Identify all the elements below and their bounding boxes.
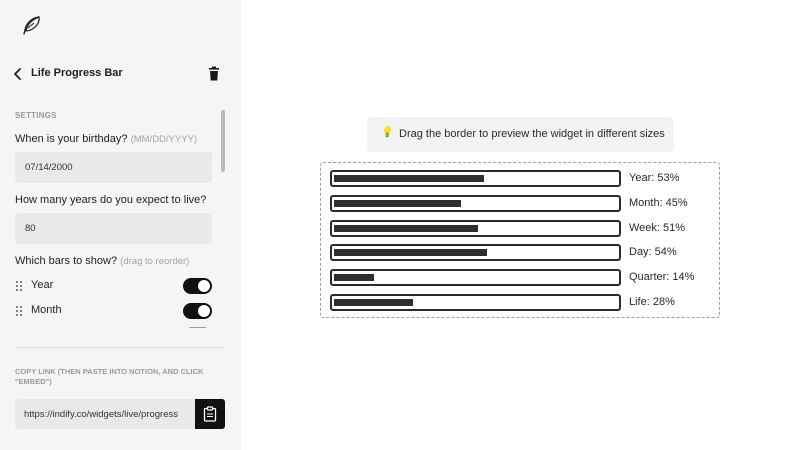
progress-track — [330, 195, 621, 212]
years-question: How many years do you expect to live? — [15, 194, 207, 206]
progress-fill — [334, 249, 487, 256]
birthday-format-hint: (MM/DD/YYYY) — [130, 134, 198, 145]
resize-hint — [367, 117, 674, 152]
divider — [15, 347, 225, 348]
progress-label: Life: 28% — [629, 296, 675, 308]
progress-row-quarter — [330, 269, 715, 286]
progress-fill — [334, 225, 478, 232]
settings-section-label: SETTINGS — [15, 111, 57, 120]
resize-hint-text: Drag the border to preview the widget in different sizes — [399, 128, 665, 140]
bars-question — [15, 255, 189, 267]
progress-track — [330, 220, 621, 237]
progress-label: Day: 54% — [629, 246, 677, 258]
year-toggle[interactable] — [183, 278, 212, 294]
bar-option-label: Year — [31, 279, 54, 291]
widget-preview[interactable] — [320, 162, 720, 318]
feather-icon — [19, 14, 43, 38]
sidebar-scrollbar[interactable] — [221, 110, 225, 172]
trash-icon[interactable] — [207, 66, 221, 82]
progress-label: Year: 53% — [629, 172, 680, 184]
progress-fill — [334, 175, 484, 182]
page-title: Life Progress Bar — [31, 67, 123, 79]
panel-header — [0, 64, 241, 86]
progress-label: Month: 45% — [629, 197, 688, 209]
clipboard-icon — [203, 406, 217, 422]
progress-label: Week: 51% — [629, 222, 686, 234]
chevron-left-icon[interactable] — [12, 67, 24, 81]
month-toggle[interactable] — [183, 303, 212, 319]
years-field[interactable]: 80 — [15, 213, 212, 244]
drag-handle-icon[interactable] — [15, 305, 23, 317]
embed-link-field[interactable]: https://indify.co/widgets/live/progress — [15, 399, 195, 429]
bar-option-label: Month — [31, 304, 62, 316]
drag-handle-icon[interactable] — [15, 280, 23, 292]
progress-track — [330, 294, 621, 311]
bars-reorder-hint: (drag to reorder) — [120, 256, 190, 267]
toggle-knob — [198, 280, 210, 292]
progress-row-day — [330, 244, 715, 261]
progress-fill — [334, 200, 461, 207]
progress-track — [330, 269, 621, 286]
lightbulb-icon: 💡 — [381, 127, 394, 138]
sidebar — [0, 0, 241, 450]
progress-row-life — [330, 294, 715, 311]
progress-fill — [334, 299, 413, 306]
copy-link-label: COPY LINK (THEN PASTE INTO NOTION, AND CLICK "EMBED") — [15, 367, 204, 386]
progress-label: Quarter: 14% — [629, 271, 695, 283]
clipped-item-edge — [189, 327, 206, 328]
copy-link-button[interactable] — [195, 399, 225, 429]
progress-track — [330, 244, 621, 261]
toggle-knob — [198, 305, 210, 317]
birthday-question — [15, 133, 197, 145]
bar-option-month — [15, 303, 212, 319]
progress-row-year — [330, 170, 715, 187]
progress-row-month — [330, 195, 715, 212]
progress-fill — [334, 274, 374, 281]
progress-track — [330, 170, 621, 187]
birthday-field[interactable]: 07/14/2000 — [15, 152, 212, 183]
birthday-label: When is your birthday? — [15, 133, 128, 145]
progress-row-week — [330, 220, 715, 237]
bars-label: Which bars to show? — [15, 255, 118, 267]
bar-option-year — [15, 278, 212, 294]
